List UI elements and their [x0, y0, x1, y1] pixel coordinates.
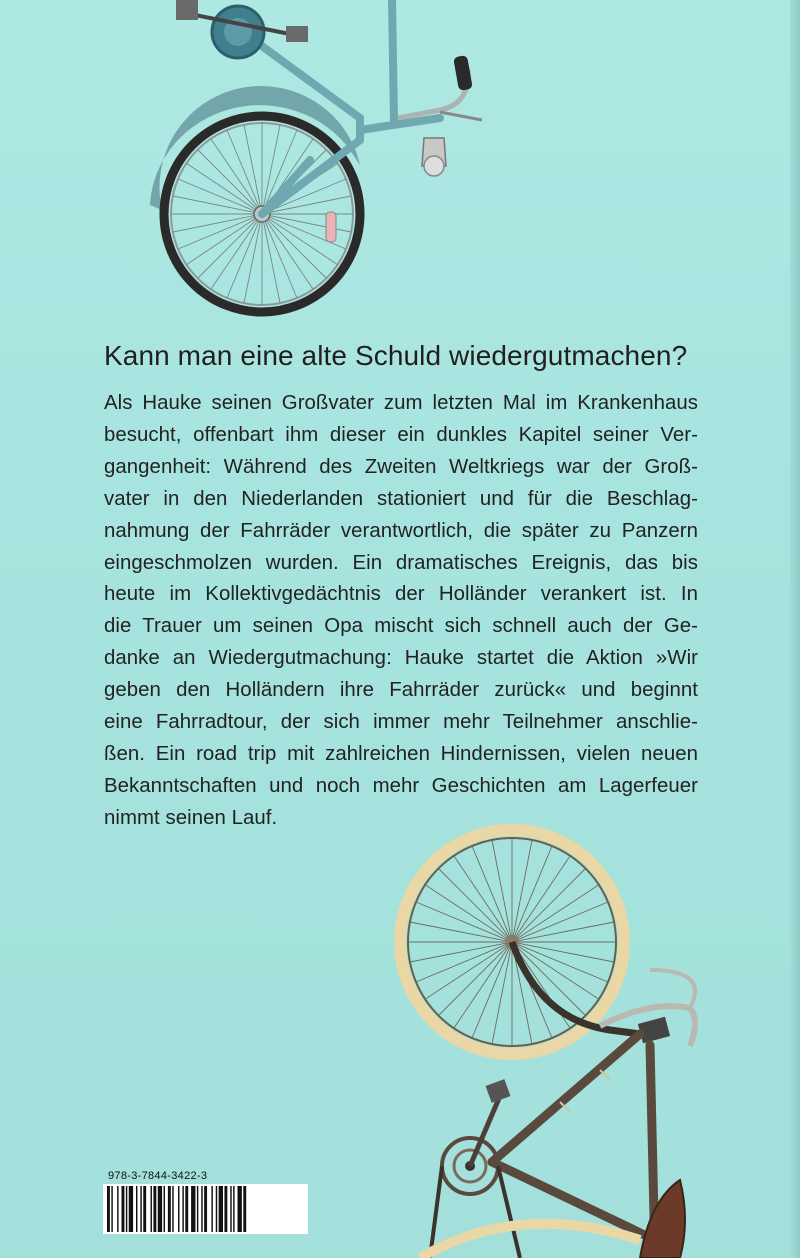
isbn-number: 978-3-7844-3422-3 — [108, 1170, 208, 1182]
blurb-line: heute im Kollektivgedächtnis der Holländer verankert ist. In — [104, 583, 698, 606]
blurb-line: vater in den Niederlanden stationiert und für die Beschlag- — [104, 487, 698, 510]
blurb-text — [104, 388, 698, 835]
blurb-line: die Trauer um seinen Opa mischt sich schnell auch der Ge- — [104, 615, 698, 638]
blurb-line: Bekanntschaften und noch mehr Geschichten am Lagerfeuer — [104, 774, 698, 797]
blurb-line: nimmt seinen Lauf. — [104, 806, 278, 829]
headline: Kann man eine alte Schuld wiedergutmachen? — [104, 340, 688, 371]
blurb-line: Als Hauke seinen Großvater zum letzten Mal im Krankenhaus — [104, 392, 698, 414]
blue-bicycle-top-illustration — [0, 0, 800, 330]
blurb-line: eingeschmolzen wurden. Ein dramatisches Ereignis, das bis — [104, 551, 698, 574]
blurb-line: geben den Holländern ihre Fahrräder zurück« und beginnt — [104, 679, 698, 702]
blurb-line: nahmung der Fahrräder verantwortlich, die später zu Panzern — [104, 519, 698, 542]
blurb-line: ßen. Ein road trip mit zahlreichen Hindernissen, vielen neuen — [104, 742, 698, 765]
blurb-line: danke an Wiedergutmachung: Hauke startet die Aktion »Wir — [104, 647, 698, 670]
blurb-line: gangenheit: Während des Zweiten Weltkriegs war der Groß- — [104, 455, 698, 478]
blurb-line: besucht, offenbart ihm dieser ein dunkles Kapitel seiner Ver- — [104, 423, 698, 446]
barcode — [103, 1184, 308, 1234]
blurb-line: eine Fahrradtour, der sich immer mehr Teilnehmer anschlie- — [104, 711, 698, 734]
